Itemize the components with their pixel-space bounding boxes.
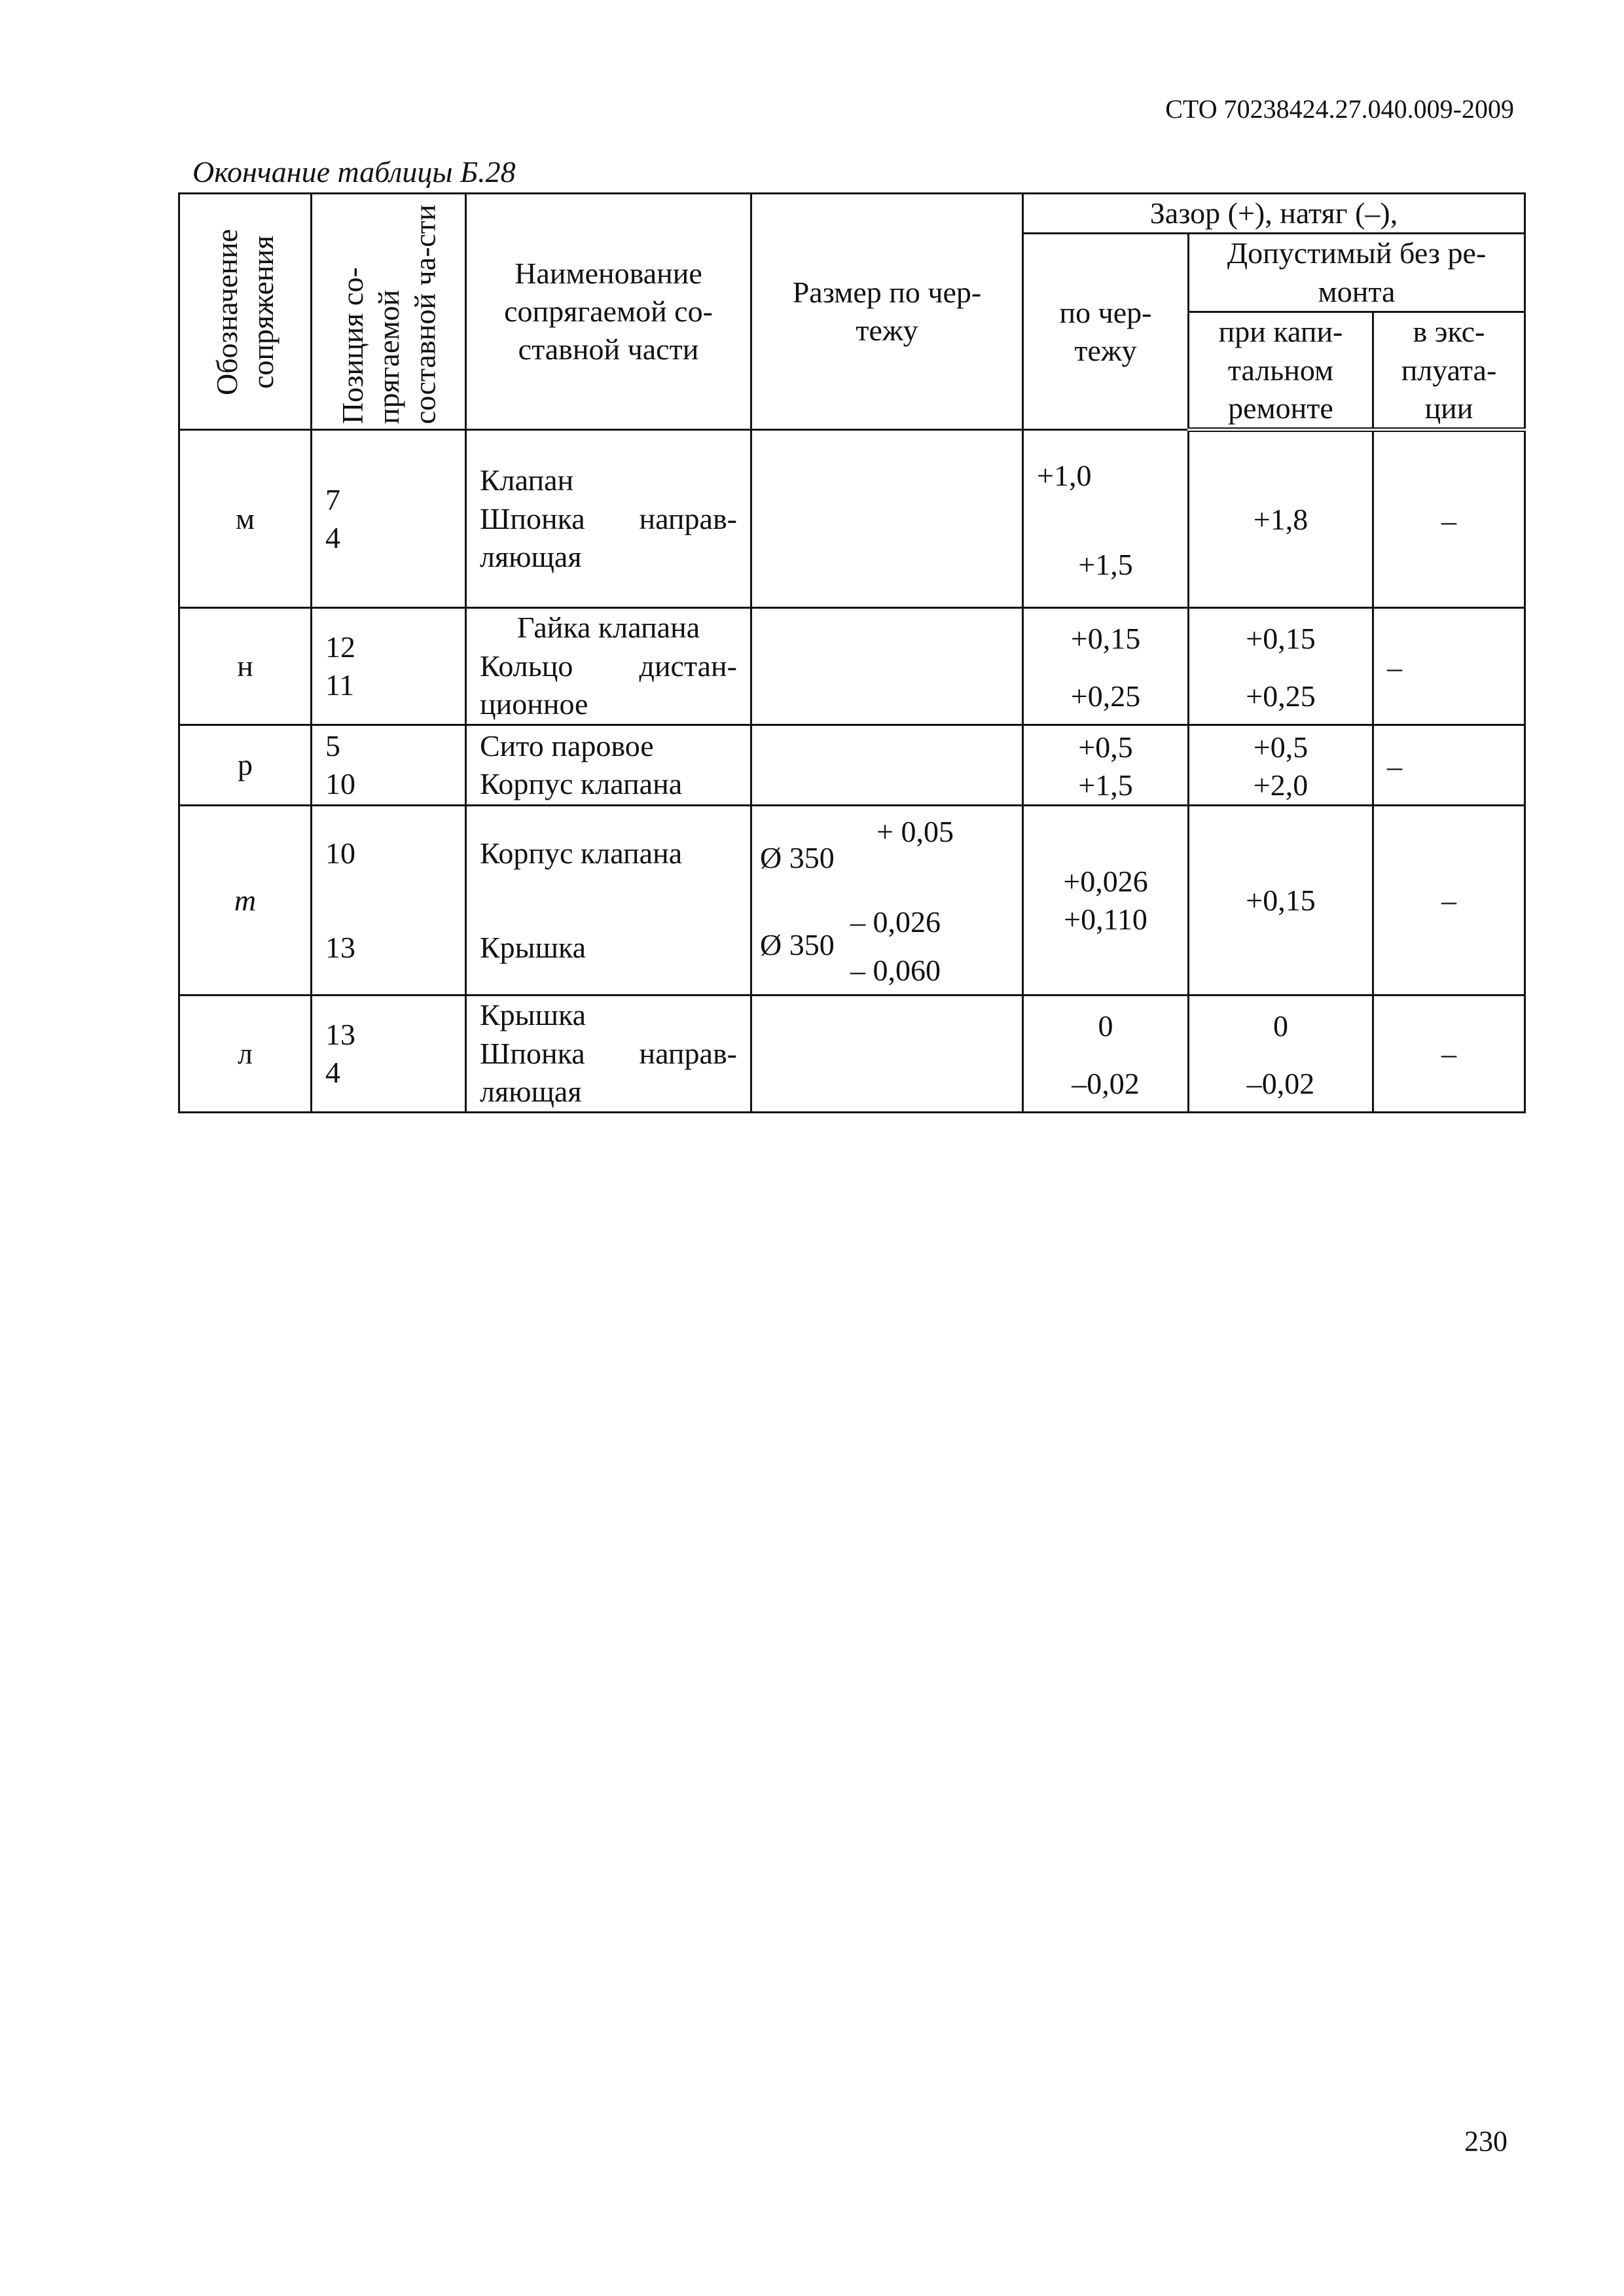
diameter-value: Ø 350: [760, 841, 835, 875]
table-row: [179, 430, 1525, 608]
size-cell: [751, 806, 1023, 996]
part-name-cell: Корпус клапана Крышка: [466, 806, 751, 996]
part-name-cell: Сито паровое Корпус клапана: [466, 725, 751, 806]
table-caption: Окончание таблицы Б.28: [192, 155, 516, 188]
header-capital-repair: при капи-тальном ремонте: [1189, 312, 1373, 430]
designation-cell: р: [179, 725, 312, 806]
size-cell: [751, 996, 1023, 1112]
tolerance-upper: – 0,026: [850, 905, 941, 939]
capital-repair-cell: +1,8: [1189, 430, 1373, 608]
size-cell: [751, 725, 1023, 806]
spec-table: [178, 192, 1526, 1113]
capital-repair-cell: +0,15: [1189, 806, 1373, 996]
size-cell: [751, 430, 1023, 608]
table-row: [179, 996, 1525, 1112]
position-cell: 13 4: [312, 996, 466, 1112]
header-by-drawing: по чер-тежу: [1023, 234, 1189, 430]
drawing-gap-cell: +1,0 +1,5: [1023, 430, 1189, 608]
operation-cell: –: [1373, 430, 1525, 608]
size-cell: [751, 608, 1023, 725]
drawing-gap-cell: 0 –0,02: [1023, 996, 1189, 1112]
part-name-cell: Крышка Шпонка направ- ляющая: [466, 996, 751, 1112]
drawing-gap-cell: +0,15 +0,25: [1023, 608, 1189, 725]
position-cell: 7 4: [312, 430, 466, 608]
drawing-gap-cell: +0,026 +0,110: [1023, 806, 1189, 996]
capital-repair-cell: +0,15 +0,25: [1189, 608, 1373, 725]
tolerance-upper: + 0,05: [876, 815, 954, 849]
diameter-value: Ø 350: [760, 928, 835, 962]
header-operation: в экс-плуата-ции: [1373, 312, 1525, 430]
designation-cell: т: [179, 806, 312, 996]
operation-cell: –: [1373, 608, 1525, 725]
header-size: Размер по чер-тежу: [751, 194, 1023, 430]
header-allowed: Допустимый без ре-монта: [1189, 234, 1525, 312]
designation-cell: м: [179, 430, 312, 608]
capital-repair-cell: +0,5 +2,0: [1189, 725, 1373, 806]
table-row: [179, 806, 1525, 996]
header-designation: Обозначение сопряжения: [179, 194, 312, 430]
table-row: [179, 608, 1525, 725]
part-name-cell: Клапан Шпонка направ- ляющая: [466, 430, 751, 608]
drawing-gap-cell: +0,5 +1,5: [1023, 725, 1189, 806]
operation-cell: –: [1373, 996, 1525, 1112]
header-part-name: Наименование сопрягаемой со-ставной части: [466, 194, 751, 430]
position-cell: 10 13: [312, 806, 466, 996]
capital-repair-cell: 0 –0,02: [1189, 996, 1373, 1112]
header-position: Позиция со-прягаемой составной ча-сти: [312, 194, 466, 430]
page-number: 230: [1464, 2125, 1507, 2157]
header-gap: Зазор (+), натяг (–),: [1023, 194, 1525, 234]
document-code: СТО 70238424.27.040.009-2009: [1165, 94, 1514, 124]
operation-cell: –: [1373, 806, 1525, 996]
designation-cell: л: [179, 996, 312, 1112]
operation-cell: –: [1373, 725, 1525, 806]
position-cell: 5 10: [312, 725, 466, 806]
position-cell: 12 11: [312, 608, 466, 725]
tolerance-lower: – 0,060: [850, 954, 941, 988]
designation-cell: н: [179, 608, 312, 725]
table-row: [179, 725, 1525, 806]
part-name-cell: Гайка клапана Кольцо дистан- ционное: [466, 608, 751, 725]
